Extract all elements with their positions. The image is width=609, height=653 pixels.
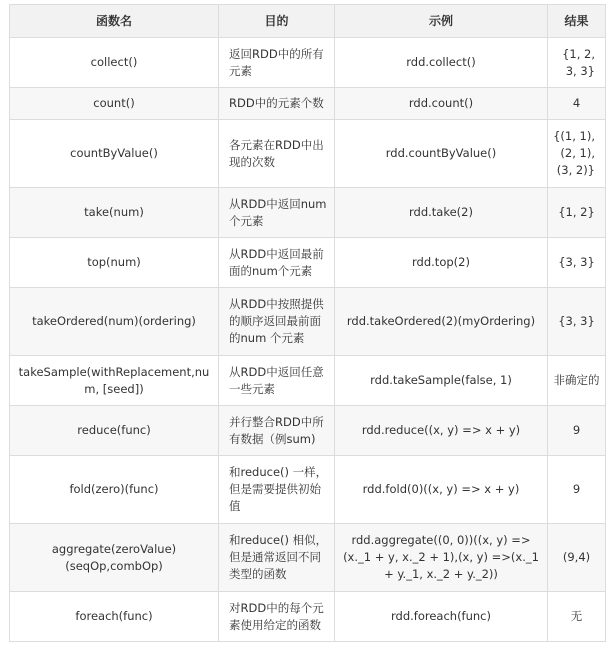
header-purpose: 目的 (219, 5, 335, 38)
cell-purpose: 和reduce() 相似，但是通常返回不同类型的函数 (219, 524, 335, 592)
cell-result: {1, 2, 3, 3} (548, 38, 606, 88)
table-row (10, 88, 606, 120)
header-function-name: 函数名 (10, 5, 219, 38)
cell-function-name: takeOrdered(num)(ordering) (10, 288, 219, 356)
header-row (10, 5, 606, 38)
cell-example: rdd.foreach(func) (335, 592, 548, 642)
cell-example: rdd.countByValue() (335, 120, 548, 188)
cell-result: {3, 3} (548, 288, 606, 356)
cell-purpose: 从RDD中返回任意一些元素 (219, 356, 335, 406)
cell-purpose: 返回RDD中的所有元素 (219, 38, 335, 88)
table-header (10, 5, 606, 38)
table-body (10, 38, 606, 642)
cell-purpose: 对RDD中的每个元素使用给定的函数 (219, 592, 335, 642)
cell-result: 无 (548, 592, 606, 642)
table-row (10, 188, 606, 238)
table-row (10, 592, 606, 642)
table-row (10, 38, 606, 88)
table-row (10, 356, 606, 406)
cell-function-name: fold(zero)(func) (10, 456, 219, 524)
cell-example: rdd.takeOrdered(2)(myOrdering) (335, 288, 548, 356)
cell-purpose: 和reduce() 一样，但是需要提供初始值 (219, 456, 335, 524)
rdd-actions-table (9, 4, 606, 642)
cell-result: {1, 2} (548, 188, 606, 238)
cell-example: rdd.aggregate((0, 0))((x, y) =>(x._1 + y, x._2 + 1),(x, y) =>(x._1 + y._1, x._2 + y._2)) (335, 524, 548, 592)
cell-purpose: 从RDD中按照提供的顺序返回最前面的num 个元素 (219, 288, 335, 356)
cell-result: (9,4) (548, 524, 606, 592)
cell-example: rdd.take(2) (335, 188, 548, 238)
header-example: 示例 (335, 5, 548, 38)
cell-example: rdd.takeSample(false, 1) (335, 356, 548, 406)
cell-purpose: 从RDD中返回最前面的num个元素 (219, 238, 335, 288)
cell-purpose: RDD中的元素个数 (219, 88, 335, 120)
table-row (10, 238, 606, 288)
header-result: 结果 (548, 5, 606, 38)
cell-function-name: count() (10, 88, 219, 120)
cell-function-name: takeSample(withReplacement,num, [seed]) (10, 356, 219, 406)
cell-result: 9 (548, 456, 606, 524)
cell-example: rdd.top(2) (335, 238, 548, 288)
cell-function-name: reduce(func) (10, 406, 219, 456)
table-row (10, 288, 606, 356)
cell-result: {3, 3} (548, 238, 606, 288)
cell-function-name: top(num) (10, 238, 219, 288)
cell-function-name: countByValue() (10, 120, 219, 188)
cell-function-name: take(num) (10, 188, 219, 238)
table-row (10, 456, 606, 524)
cell-result: 4 (548, 88, 606, 120)
cell-purpose: 并行整合RDD中所有数据（例sum) (219, 406, 335, 456)
cell-function-name: foreach(func) (10, 592, 219, 642)
cell-purpose: 从RDD中返回num个元素 (219, 188, 335, 238)
rdd-actions-table-container (9, 4, 605, 642)
cell-example: rdd.collect() (335, 38, 548, 88)
table-row (10, 406, 606, 456)
cell-result: 9 (548, 406, 606, 456)
cell-example: rdd.fold(0)((x, y) => x + y) (335, 456, 548, 524)
table-row (10, 120, 606, 188)
cell-function-name: aggregate(zeroValue)(seqOp,combOp) (10, 524, 219, 592)
cell-example: rdd.count() (335, 88, 548, 120)
cell-purpose: 各元素在RDD中出现的次数 (219, 120, 335, 188)
cell-function-name: collect() (10, 38, 219, 88)
cell-result: 非确定的 (548, 356, 606, 406)
table-row (10, 524, 606, 592)
cell-example: rdd.reduce((x, y) => x + y) (335, 406, 548, 456)
cell-result: {(1, 1), (2, 1), (3, 2)} (548, 120, 606, 188)
